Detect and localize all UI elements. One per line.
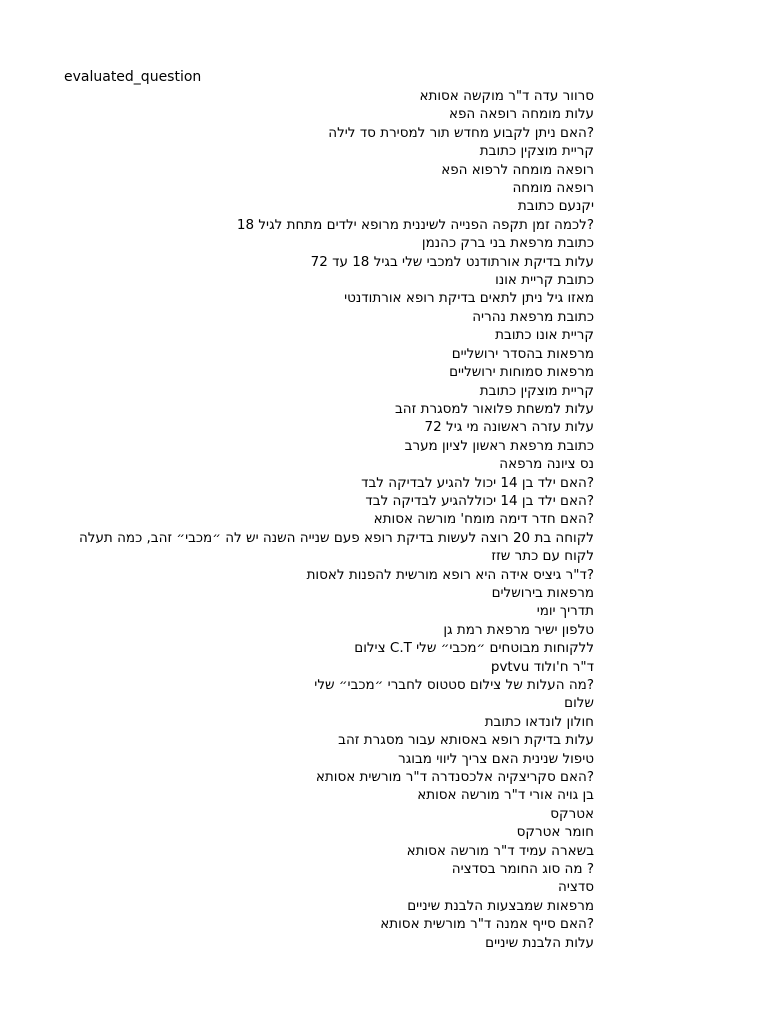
question-row: מרפאות בירושלים bbox=[491, 584, 594, 601]
question-row: לקוחה בת 20 רוצה לעשות בדיקת רופא פעם שנייה השנה יש לה ״מכבי״ זהב, כמה תעלה לקוח עם כתר שזז bbox=[78, 529, 594, 565]
question-row: סדציה bbox=[558, 879, 594, 896]
question-row: ?האם ניתן לקבוע מחדש תור למסירת סד לילה bbox=[328, 124, 594, 141]
question-row: עלות בדיקת רופא באסותא עבור מסגרת זהב bbox=[338, 732, 594, 749]
question-row: טלפון ישיר מרפאת רמת גן bbox=[443, 621, 594, 638]
question-row: רופאה מומחה bbox=[512, 180, 594, 197]
question-row: עלות עזרה ראשונה מי גיל 72 bbox=[424, 419, 594, 436]
question-row: כתובת מרפאת ראשון לציון מערב bbox=[404, 437, 594, 454]
question-row: ?האם ילד בן 14 יכוללהגיע לבדיקה לבד bbox=[365, 492, 594, 509]
question-row: ללקוחות מבוטחים ״מכבי״ שלי C.T צילום bbox=[354, 640, 594, 657]
question-row: אטרקס bbox=[550, 805, 594, 822]
question-row: שלום bbox=[564, 695, 594, 712]
question-row: ?מה העלות של צילום סטטוס לחברי ״מכבי״ שלי bbox=[314, 677, 594, 693]
question-row: עלות בדיקת אורתודנט למכבי שלי בגיל 18 עד 72 bbox=[310, 253, 594, 270]
question-row: כתובת מרפאת בני ברק כהנמן bbox=[421, 235, 594, 252]
question-row: רופאה מומחה לרפוא הפא bbox=[441, 161, 594, 178]
question-row: עלות למשחת פלואור למסגרת זהב bbox=[395, 400, 594, 417]
question-row: קריית אונו כתובת bbox=[495, 327, 594, 344]
question-row: pvtvu ד"ר ח'ולוד bbox=[490, 658, 594, 675]
question-row: ?האם סייף אמנה ד"ר מורשית אסותא bbox=[380, 916, 594, 933]
question-row: קריית מוצקין כתובת bbox=[479, 382, 594, 399]
question-row: כתובת קריית אונו bbox=[495, 272, 594, 289]
question-row: מרפאות שמבצעות הלבנת שיניים bbox=[407, 897, 594, 914]
question-row: בשארה עמיד ד"ר מורשה אסותא bbox=[406, 842, 594, 859]
question-row: חומר אטרקס bbox=[516, 824, 594, 841]
column-header: evaluated_question bbox=[64, 69, 202, 85]
question-row: ?האם סקריצקיה אלכסנדרה ד"ר מורשית אסותא bbox=[315, 769, 594, 786]
question-row: עלות מומחה רופאה הפא bbox=[448, 106, 594, 123]
question-row: תדריך יומי bbox=[536, 603, 594, 620]
question-row: ?האם חדר דימה מומח' מורשה אסותא bbox=[373, 511, 594, 528]
question-row: מרפאות סמוחות ירושליים bbox=[449, 364, 594, 381]
question-row: בן גויה אורי ד"ר מורשה אסותא bbox=[417, 787, 594, 804]
question-row: חולון לונדאו כתובת bbox=[484, 713, 594, 730]
question-list bbox=[60, 87, 594, 952]
question-row: נס ציונה מרפאה bbox=[499, 456, 594, 473]
question-row: יקנעם כתובת bbox=[517, 198, 594, 215]
question-row: כתובת מרפאת נהריה bbox=[472, 308, 594, 325]
question-row: ? מה סוג החומר בסדציה bbox=[451, 861, 594, 878]
question-row: ?ד"ר גיציס אידה היא רופא מורשית להפנות לאסות bbox=[306, 566, 594, 583]
question-row: מרפאות בהסדר ירושליים bbox=[451, 345, 594, 362]
question-row: קריית מוצקין כתובת bbox=[479, 143, 594, 160]
question-row: ?לכמה זמן תקפה הפנייה לשיננית מרופא ילדים מתחת לגיל 18 bbox=[236, 216, 594, 233]
question-row: ?האם ילד בן 14 יכול להגיע לבדיקה לבד bbox=[361, 474, 594, 491]
question-row: מאזו גיל ניתן לתאים בדיקת רופא אורתודנטי bbox=[344, 290, 594, 307]
question-row: טיפול שנינית האם צריך ליווי מבוגר bbox=[398, 750, 594, 767]
question-row: סרוור עדה ד"ר מוקשה אסותא bbox=[419, 88, 594, 104]
question-row: עלות הלבנת שיניים bbox=[485, 934, 594, 951]
